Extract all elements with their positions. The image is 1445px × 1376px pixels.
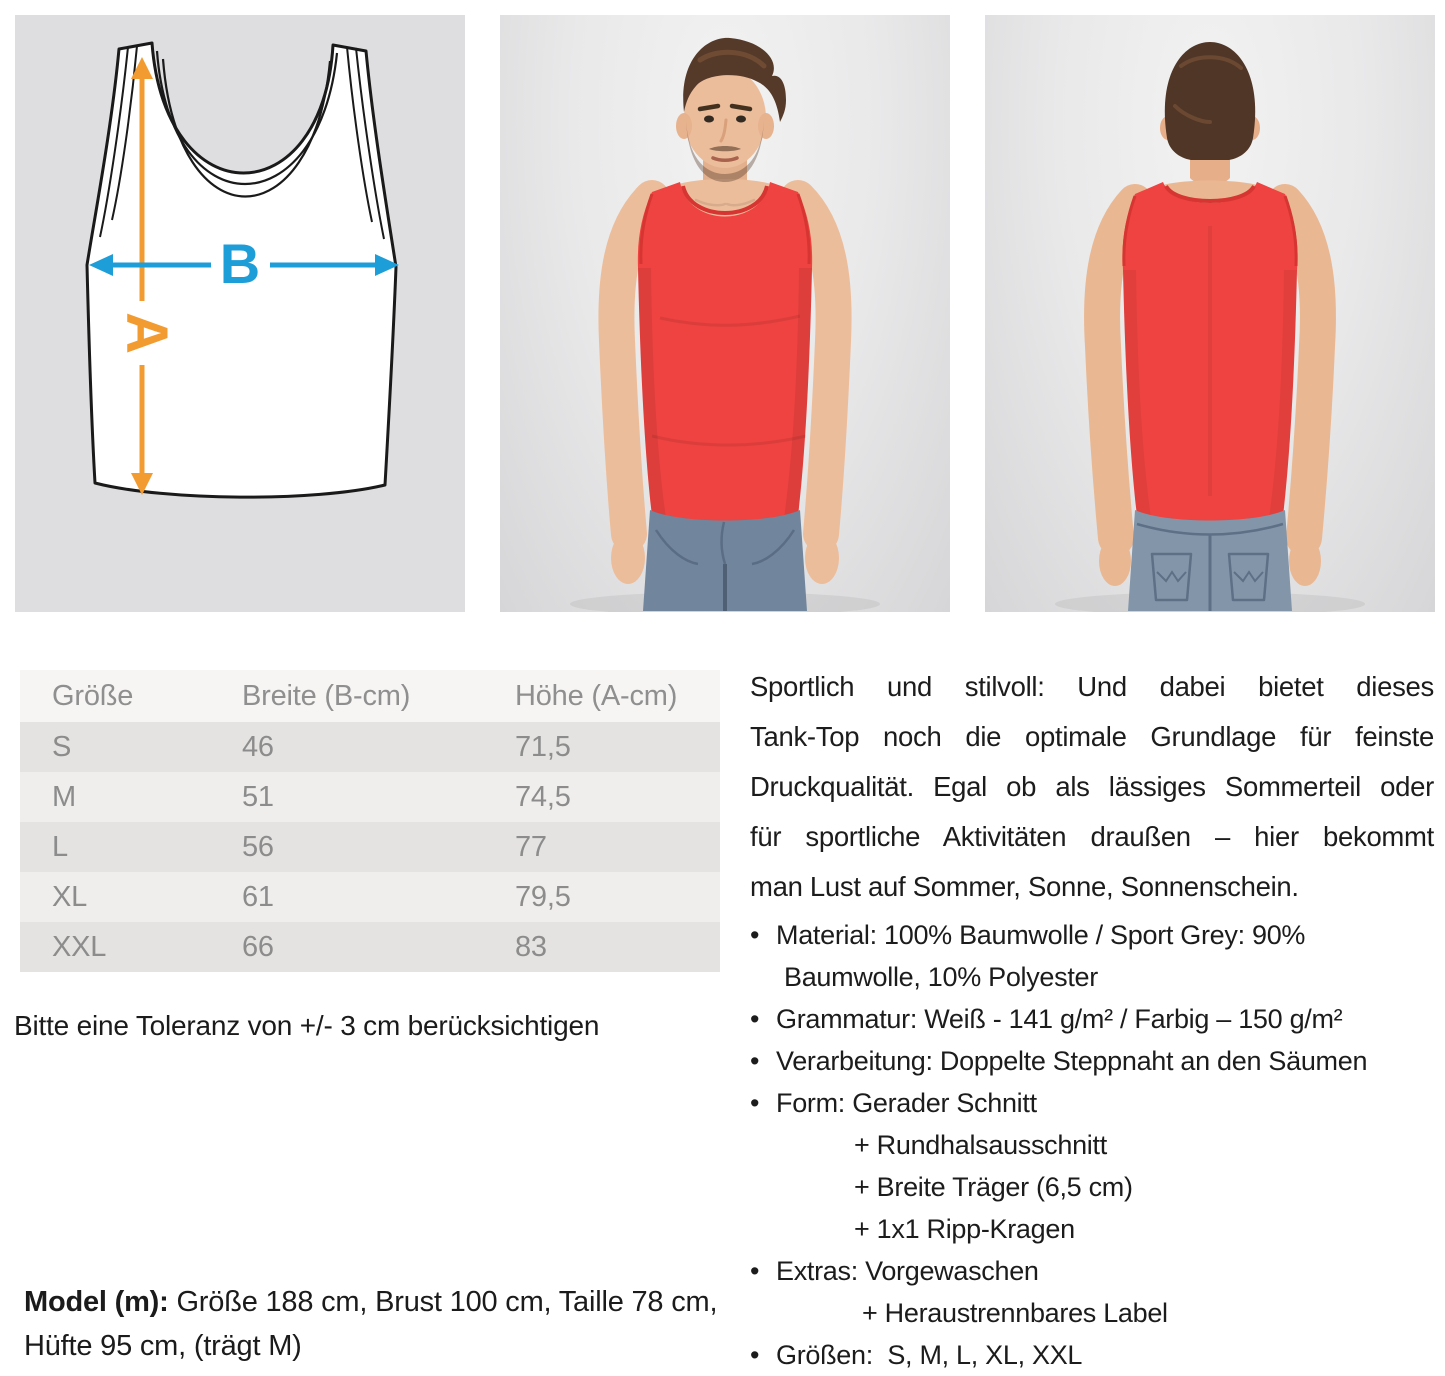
measure-label-b: B bbox=[219, 232, 261, 295]
paragraph-line: Tank-Top noch die optimale Grundlage für feinste bbox=[750, 721, 1434, 752]
table-cell: L bbox=[52, 830, 68, 863]
bullet-line bbox=[750, 998, 1434, 1040]
tolerance-note: Bitte eine Toleranz von +/- 3 cm berücksichtigen bbox=[14, 1010, 600, 1041]
product-description bbox=[750, 650, 1434, 1376]
size-table bbox=[20, 670, 720, 972]
size-table-header bbox=[20, 670, 720, 722]
bullet-line bbox=[750, 956, 1434, 998]
table-cell: 83 bbox=[515, 930, 547, 963]
front-photo-figure bbox=[500, 15, 950, 612]
table-cell: 66 bbox=[242, 930, 274, 963]
table-cell: XL bbox=[52, 880, 88, 913]
left-hand bbox=[611, 532, 645, 584]
table-cell: S bbox=[52, 730, 72, 763]
table-cell: XXL bbox=[52, 930, 107, 963]
bullet-text: Baumwolle, 10% Polyester bbox=[784, 962, 1098, 992]
left-ear bbox=[676, 113, 692, 139]
bullet-marker: • bbox=[750, 920, 760, 950]
paragraph-line: Druckqualität. Egal ob als lässiges Sommerteil oder bbox=[750, 771, 1434, 802]
bullet-line bbox=[750, 1082, 1434, 1124]
bullet-text: Größen: S, M, L, XL, XXL bbox=[776, 1340, 1083, 1370]
back-photo-figure bbox=[985, 15, 1435, 612]
paragraph-line: man Lust auf Sommer, Sonne, Sonnenschein. bbox=[750, 871, 1299, 902]
tank-front bbox=[638, 182, 812, 524]
bullet-text: Material: 100% Baumwolle / Sport Grey: 90% bbox=[776, 920, 1306, 950]
table-cell: 46 bbox=[242, 730, 274, 763]
bullet-line bbox=[750, 1166, 1434, 1208]
bullet-text: + Rundhalsausschnitt bbox=[854, 1130, 1107, 1160]
bullet-text: Grammatur: Weiß - 141 g/m² / Farbig – 150 g/m² bbox=[776, 1004, 1343, 1034]
bullet-line bbox=[750, 1250, 1434, 1292]
size-diagram-panel bbox=[15, 15, 465, 612]
bullet-text: + 1x1 Ripp-Kragen bbox=[854, 1214, 1075, 1244]
description-bullet-list bbox=[750, 912, 1434, 1376]
bullet-marker: • bbox=[750, 1046, 760, 1076]
column-header: Größe bbox=[52, 679, 134, 712]
bullet-text: Extras: Vorgewaschen bbox=[776, 1256, 1039, 1286]
table-cell: 79,5 bbox=[515, 880, 571, 913]
model-info bbox=[24, 1280, 744, 1368]
bullet-line bbox=[750, 914, 1434, 956]
model-info-line1 bbox=[24, 1280, 744, 1324]
table-cell: 61 bbox=[242, 880, 274, 913]
bullet-line bbox=[750, 1292, 1434, 1334]
model-info-line2: Hüfte 95 cm, (trägt M) bbox=[24, 1330, 302, 1362]
right-hand bbox=[805, 532, 839, 584]
bullet-line bbox=[750, 1040, 1434, 1082]
right-hand bbox=[1289, 536, 1321, 586]
bullet-text: + Breite Träger (6,5 cm) bbox=[854, 1172, 1133, 1202]
bullet-line bbox=[750, 1334, 1434, 1376]
table-row bbox=[20, 822, 720, 872]
table-cell: 56 bbox=[242, 830, 274, 863]
measure-label-a: A bbox=[114, 312, 179, 354]
table-cell: 51 bbox=[242, 780, 274, 813]
tank-top-diagram bbox=[15, 15, 465, 612]
right-eyebrow bbox=[732, 106, 750, 109]
table-row bbox=[20, 922, 720, 972]
bullet-line bbox=[750, 1124, 1434, 1166]
paragraph-line: für sportliche Aktivitäten draußen – hier bekommt bbox=[750, 821, 1434, 852]
left-hand bbox=[1099, 536, 1131, 586]
description-paragraph bbox=[750, 650, 1434, 912]
model-photo-front bbox=[500, 15, 950, 612]
table-row bbox=[20, 722, 720, 772]
column-header: Breite (B-cm) bbox=[242, 679, 411, 712]
bullet-text: Verarbeitung: Doppelte Steppnaht an den Säumen bbox=[776, 1046, 1368, 1076]
left-eyebrow bbox=[700, 106, 718, 109]
bullet-text: + Heraustrennbares Label bbox=[862, 1298, 1168, 1328]
table-cell: 71,5 bbox=[515, 730, 571, 763]
bullet-marker: • bbox=[750, 1004, 760, 1034]
paragraph-line: Sportlich und stilvoll: Und dabei bietet dieses bbox=[750, 671, 1434, 702]
right-eye bbox=[736, 116, 746, 123]
table-cell: 77 bbox=[515, 830, 547, 863]
bullet-line bbox=[750, 1208, 1434, 1250]
model-info-label: Model (m): bbox=[24, 1286, 169, 1318]
size-table-body bbox=[20, 722, 720, 972]
right-ear bbox=[758, 113, 774, 139]
table-row bbox=[20, 772, 720, 822]
bullet-text: Form: Gerader Schnitt bbox=[776, 1088, 1037, 1118]
hair-back bbox=[1165, 42, 1255, 160]
table-cell: M bbox=[52, 780, 76, 813]
model-info-measurements: Größe 188 cm, Brust 100 cm, Taille 78 cm, bbox=[168, 1286, 718, 1318]
table-row bbox=[20, 872, 720, 922]
bullet-marker: • bbox=[750, 1088, 760, 1118]
bullet-marker: • bbox=[750, 1340, 760, 1370]
left-eye bbox=[704, 116, 714, 123]
table-cell: 74,5 bbox=[515, 780, 571, 813]
bullet-marker: • bbox=[750, 1256, 760, 1286]
model-photo-back bbox=[985, 15, 1435, 612]
column-header: Höhe (A-cm) bbox=[515, 679, 678, 712]
